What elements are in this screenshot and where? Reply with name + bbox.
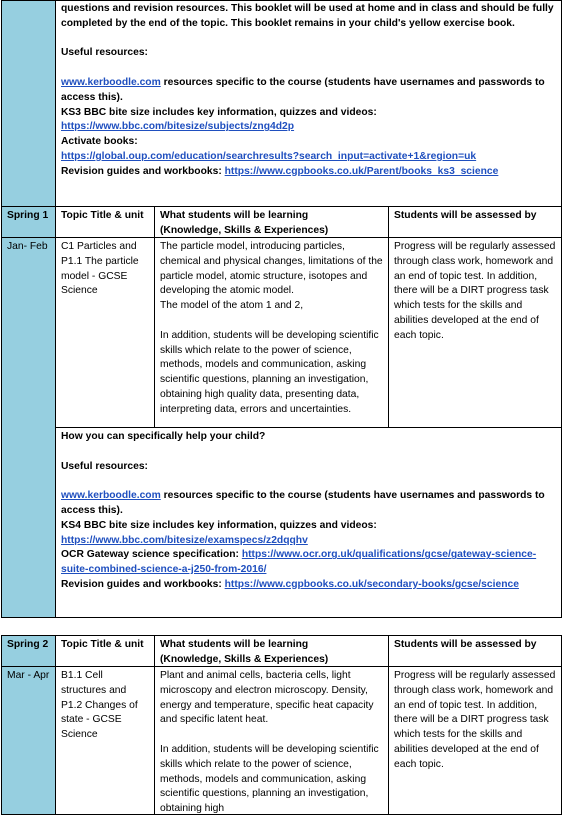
spring2-topic-header: Topic Title & unit (55, 635, 155, 667)
spring2-learning-header (154, 635, 389, 667)
learning-header-line2: (Knowledge, Skills & Experiences) (160, 653, 329, 665)
spring2-topic: B1.1 Cell structures and P1.2 Changes of state - GCSE Science (55, 666, 155, 815)
spring1-help-cell (55, 427, 562, 618)
revision-label: Revision guides and workbooks: (61, 578, 225, 590)
help-question: How you can specifically help your child? (61, 431, 266, 442)
intro-text: questions and revision resources. This booklet will be used at home and in class and should be fully completed by the end of the topic. This booklet remains in your child's yellow exercise book. (61, 3, 554, 29)
spring2-term-label: Spring 2 (1, 635, 56, 667)
resources-cell-continued (55, 0, 562, 207)
useful-resources-heading: Useful resources: (61, 460, 148, 472)
spring2-learning-para1: Plant and animal cells, bacteria cells, light microscopy and electron microscopy. Density, energy and temperature, specific heat capacity and specific latent heat. (160, 670, 374, 726)
kerboodle-link[interactable]: www.kerboodle.com (61, 76, 161, 88)
spring2-learning (154, 666, 389, 815)
kerboodle-description: resources specific to the course (students have usernames and passwords to access this). (61, 76, 545, 103)
kerboodle-link[interactable]: www.kerboodle.com (61, 490, 161, 502)
spring1-topic-header: Topic Title & unit (55, 206, 155, 238)
spring2-learning-para3: In addition, students will be developing scientific skills which relate to the power of science, methods, models and communication, asking scientific questions, planning an investigation, obtaining high (160, 743, 379, 815)
useful-resources-heading: Useful resources: (61, 47, 148, 59)
spring2-dates: Mar - Apr (1, 666, 56, 815)
revision-label: Revision guides and workbooks: (61, 165, 225, 177)
spring1-topic: C1 Particles and P1.1 The particle model - GCSE Science (55, 237, 155, 428)
ks3-label: KS3 BBC bite size includes key information, quizzes and videos: (61, 106, 377, 118)
spring1-learning-para1: The particle model, introducing particles, chemical and physical changes, limitations of the particle model, atomic structure, isotopes and developing the atomic model. (160, 241, 383, 297)
spring1-assessed-header: Students will be assessed by (388, 206, 562, 238)
spring1-learning (154, 237, 389, 428)
spring1-dates: Jan- Feb (1, 237, 56, 618)
spring1-learning-header (154, 206, 389, 238)
ks4-bitesize-link[interactable]: https://www.bbc.com/bitesize/examspecs/z2dqqhv (61, 534, 308, 546)
spring1-learning-para2: The model of the atom 1 and 2, (160, 300, 304, 312)
spring1-term-label: Spring 1 (1, 206, 56, 238)
ks3-bitesize-link[interactable]: https://www.bbc.com/bitesize/subjects/zng4d2p (61, 121, 295, 133)
learning-header-line1: What students will be learning (160, 210, 309, 221)
spring2-assessed: Progress will be regularly assessed through class work, homework and an end of topic test. In addition, there will be a DIRT progress task which tests for the skills and abilities developed at the end of each topic. (388, 666, 562, 815)
activate-books-link[interactable]: https://global.oup.com/education/searchresults?search_input=activate+1&region=uk (61, 150, 477, 162)
ks4-label: KS4 BBC bite size includes key information, quizzes and videos: (61, 519, 377, 531)
ks3-revision-link[interactable]: https://www.cgpbooks.co.uk/Parent/books_ks3_science (224, 165, 499, 177)
kerboodle-description: resources specific to the course (students have usernames and passwords to access this). (61, 490, 545, 516)
ocr-label: OCR Gateway science specification: (61, 549, 242, 561)
spring1-assessed: Progress will be regularly assessed through class work, homework and an end of topic test. In addition, there will be a DIRT progress task which tests for the skills and abilities developed at the end of each topic. (388, 237, 562, 428)
spring2-assessed-header: Students will be assessed by (388, 635, 562, 667)
learning-header-line2: (Knowledge, Skills & Experiences) (160, 224, 329, 236)
gcse-revision-link[interactable]: https://www.cgpbooks.co.uk/secondary-books/gcse/science (224, 578, 519, 590)
learning-header-line1: What students will be learning (160, 639, 309, 650)
ocr-spec-link[interactable]: https://www.ocr.org.uk/qualifications/gcse/gateway-science-suite-combined-science-a-j250-from-2016/ (61, 549, 537, 576)
term-column-continued (1, 0, 56, 207)
spring1-learning-para3: In addition, students will be developing scientific skills which relate to the power of science, methods, models and communication, asking scientific questions, planning an investigation, obtaining high quality data, presenting data, interpreting data, errors and uncertainties. (160, 329, 379, 415)
activate-label: Activate books: (61, 136, 138, 148)
